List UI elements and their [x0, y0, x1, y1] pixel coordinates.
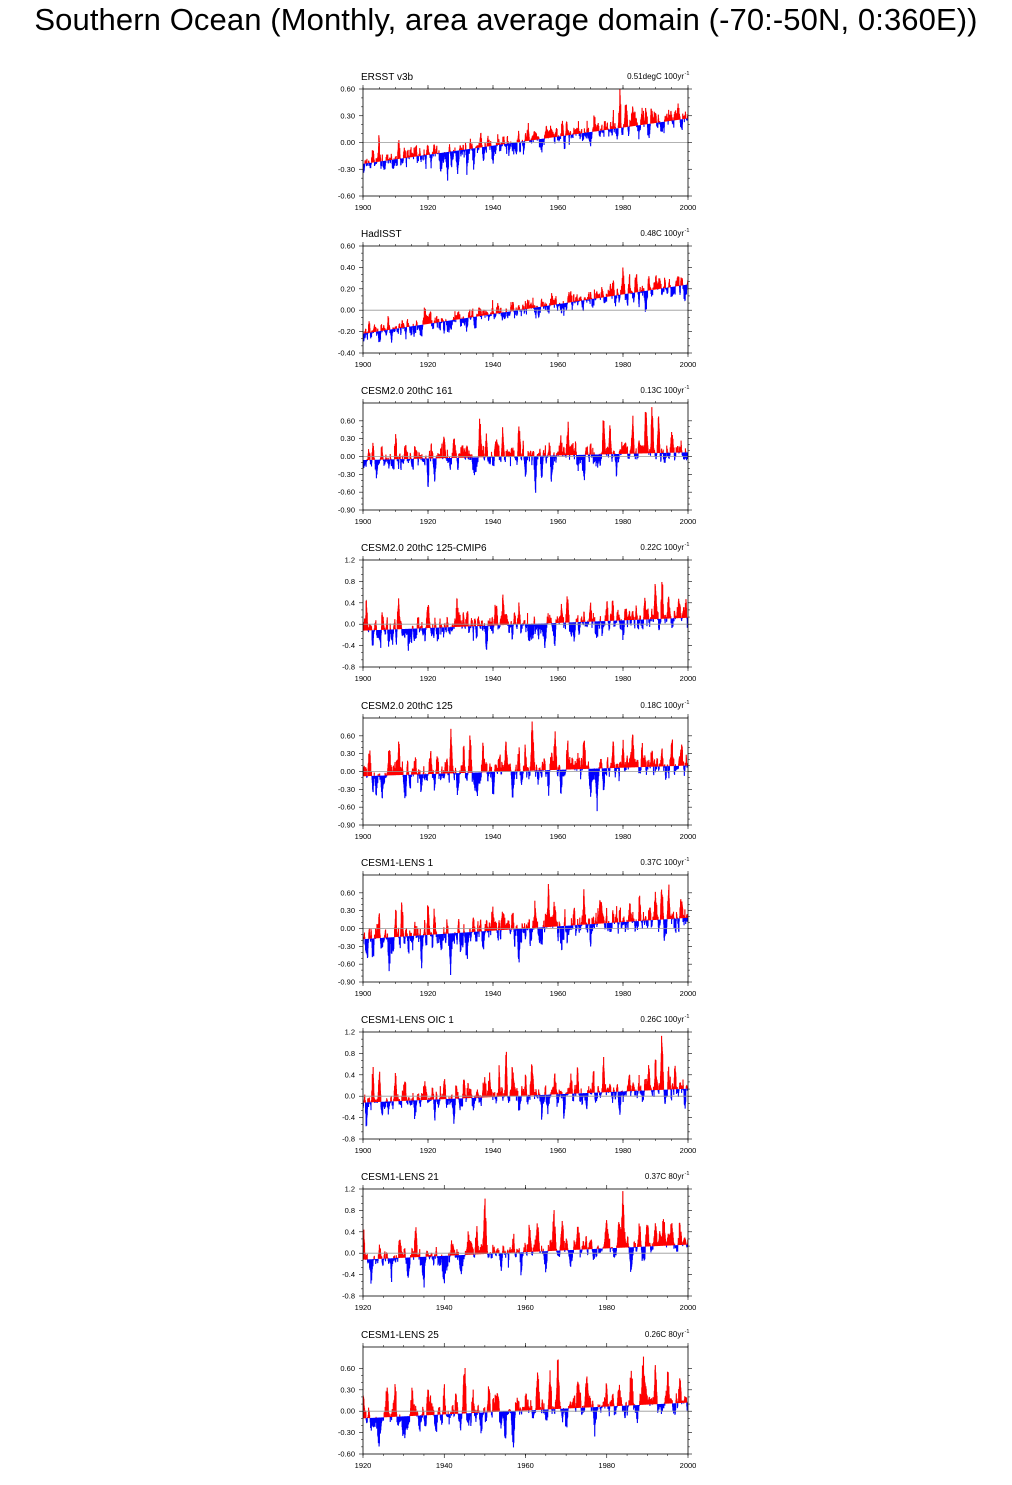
y-tick-label: 0.4	[344, 1227, 355, 1237]
y-tick-label: -0.40	[337, 348, 355, 358]
page-title: Southern Ocean (Monthly, area average domain (-70:-50N, 0:360E))	[34, 2, 978, 37]
y-tick-label: 0.30	[340, 749, 355, 759]
negative-anomaly-bars	[363, 285, 687, 343]
y-tick-label: -0.60	[337, 802, 355, 812]
x-tick-label: 2000	[679, 832, 697, 841]
y-tick-label: 0.40	[340, 262, 355, 272]
panel-title: CESM2.0 20thC 161	[361, 386, 453, 397]
y-tick-label: 0.8	[344, 1205, 355, 1215]
plot-area	[363, 1357, 688, 1448]
x-tick-label: 1980	[614, 203, 632, 212]
y-tick-label: 0.60	[340, 888, 355, 898]
trend-label: 0.48C 100yr	[640, 229, 684, 238]
trend-label: 0.13C 100yr	[640, 386, 684, 395]
panel-title: CESM2.0 20thC 125	[361, 701, 453, 712]
x-tick-label: 1920	[419, 832, 437, 841]
y-tick-label: -0.60	[337, 959, 355, 969]
y-tick-label: 0.00	[340, 924, 355, 933]
y-tick-label: 0.60	[340, 241, 355, 251]
trend-label: 0.26C 100yr	[640, 1015, 684, 1024]
y-tick-label: 0.00	[340, 305, 355, 315]
x-tick-label: 1980	[614, 1146, 632, 1155]
y-tick-label: -0.60	[337, 1449, 355, 1459]
chart-panel	[338, 857, 696, 998]
y-tick-label: 0.8	[344, 576, 355, 586]
x-tick-label: 1940	[484, 832, 502, 841]
x-tick-label: 2000	[679, 989, 697, 998]
y-tick-label: -0.8	[342, 1291, 355, 1301]
x-tick-label: 1980	[614, 674, 632, 683]
x-tick-label: 1960	[517, 1303, 534, 1312]
x-tick-label: 1940	[435, 1303, 453, 1312]
x-tick-label: 1920	[419, 674, 437, 683]
x-tick-label: 1920	[419, 517, 437, 526]
trend-exponent: -1	[684, 1171, 690, 1177]
panel-title: CESM1-LENS 21	[361, 1172, 439, 1183]
plot-area	[363, 884, 688, 975]
x-tick-label: 2000	[679, 360, 697, 369]
negative-anomaly-bars	[363, 452, 688, 492]
x-tick-label: 1960	[549, 203, 567, 212]
trend-label: 0.37C 80yr	[644, 1172, 684, 1181]
x-tick-label: 2000	[679, 1303, 697, 1312]
x-tick-label: 1940	[484, 517, 502, 526]
y-tick-label: 0.60	[340, 84, 355, 94]
y-tick-label: -0.30	[337, 941, 355, 951]
x-tick-label: 2000	[679, 674, 697, 683]
y-tick-label: -0.4	[342, 1113, 355, 1123]
y-tick-label: 1.2	[344, 1184, 355, 1194]
x-tick-label: 1980	[614, 989, 632, 998]
plot-frame	[363, 560, 688, 667]
x-tick-label: 1980	[598, 1461, 616, 1470]
y-tick-label: -0.30	[337, 469, 355, 479]
y-tick-label: -0.90	[337, 820, 355, 830]
y-tick-label: -0.8	[342, 662, 355, 672]
x-tick-label: 1960	[549, 832, 567, 841]
negative-anomaly-bars	[363, 918, 688, 975]
x-tick-label: 1960	[549, 989, 567, 998]
panel-title: CESM1-LENS 1	[361, 858, 434, 869]
x-tick-label: 1960	[549, 674, 567, 683]
trend-exponent: -1	[684, 385, 690, 391]
y-tick-label: -0.4	[342, 641, 355, 651]
x-tick-label: 2000	[679, 517, 697, 526]
panel-title: CESM1-LENS OIC 1	[361, 1015, 454, 1026]
positive-anomaly-bars	[367, 407, 686, 460]
y-tick-label: -0.60	[337, 191, 355, 201]
y-tick-label: 0.60	[340, 1363, 355, 1373]
y-tick-label: -0.30	[337, 1428, 355, 1438]
y-tick-label: 1.2	[344, 555, 355, 565]
y-tick-label: 0.20	[340, 284, 355, 294]
y-tick-label: 0.0	[344, 1091, 355, 1101]
x-tick-label: 2000	[679, 1461, 697, 1470]
x-tick-label: 1900	[354, 517, 372, 526]
trend-label: 0.51degC 100yr	[627, 72, 684, 81]
plot-area	[363, 407, 688, 493]
y-tick-label: 1.2	[344, 1027, 355, 1037]
y-tick-label: -0.4	[342, 1270, 355, 1280]
x-tick-label: 1940	[435, 1461, 453, 1470]
x-tick-label: 1960	[549, 517, 567, 526]
x-tick-label: 1900	[354, 989, 372, 998]
plot-area	[363, 1191, 688, 1287]
trend-exponent: -1	[684, 1014, 690, 1020]
chart-panel	[338, 71, 696, 212]
y-tick-label: 0.30	[340, 434, 355, 444]
y-tick-label: 0.8	[344, 1048, 355, 1058]
panel-title: CESM2.0 20thC 125-CMIP6	[361, 543, 487, 554]
trend-label: 0.18C 100yr	[640, 701, 684, 710]
plot-area	[363, 722, 688, 812]
trend-exponent: -1	[684, 700, 690, 706]
plot-area	[363, 89, 688, 180]
chart-panel	[338, 1329, 696, 1470]
x-tick-label: 1940	[484, 989, 502, 998]
chart-panel	[338, 228, 696, 369]
y-tick-label: 0.30	[340, 111, 355, 121]
plot-area	[363, 1036, 688, 1126]
x-tick-label: 1960	[517, 1461, 534, 1470]
positive-anomaly-bars	[363, 1191, 688, 1259]
x-tick-label: 1920	[354, 1461, 372, 1470]
plot-area	[363, 268, 688, 343]
x-tick-label: 1920	[419, 203, 437, 212]
x-tick-label: 1900	[354, 832, 372, 841]
y-tick-label: 0.00	[340, 138, 355, 147]
y-tick-label: 0.00	[340, 452, 355, 461]
trend-exponent: -1	[684, 857, 690, 863]
x-tick-label: 1900	[354, 203, 372, 212]
x-tick-label: 1960	[549, 1146, 567, 1155]
x-tick-label: 2000	[679, 1146, 697, 1155]
y-tick-label: 0.60	[340, 731, 355, 741]
y-tick-label: 0.60	[340, 416, 355, 426]
x-tick-label: 1960	[549, 360, 567, 369]
trend-exponent: -1	[684, 1329, 690, 1335]
x-tick-label: 1980	[614, 517, 632, 526]
plot-area	[363, 582, 688, 651]
y-tick-label: 0.00	[340, 1406, 355, 1416]
y-tick-label: -0.30	[337, 164, 355, 174]
y-tick-label: -0.30	[337, 784, 355, 794]
trend-exponent: -1	[684, 228, 690, 234]
y-tick-label: -0.20	[337, 327, 355, 337]
x-tick-label: 1980	[614, 360, 632, 369]
y-tick-label: 0.0	[344, 1248, 355, 1258]
x-tick-label: 1920	[419, 989, 437, 998]
x-tick-label: 1920	[354, 1303, 372, 1312]
chart-panel	[342, 1014, 696, 1155]
x-tick-label: 1920	[419, 1146, 437, 1155]
x-tick-label: 1900	[354, 674, 372, 683]
x-tick-label: 1900	[354, 360, 372, 369]
x-tick-label: 1940	[484, 1146, 502, 1155]
chart-panel	[338, 385, 696, 526]
chart-panel	[342, 542, 696, 683]
trend-label: 0.26C 80yr	[644, 1330, 684, 1339]
chart-panel	[338, 700, 696, 841]
trend-exponent: -1	[684, 71, 690, 77]
x-tick-label: 1940	[484, 674, 502, 683]
y-tick-label: -0.8	[342, 1134, 355, 1144]
y-tick-label: 0.30	[340, 1385, 355, 1395]
y-tick-label: -0.90	[337, 977, 355, 987]
x-tick-label: 1980	[614, 832, 632, 841]
x-tick-label: 1920	[419, 360, 437, 369]
negative-anomaly-bars	[363, 119, 687, 181]
x-tick-label: 1980	[598, 1303, 616, 1312]
y-tick-label: 0.0	[344, 619, 355, 629]
trend-exponent: -1	[684, 542, 690, 548]
positive-anomaly-bars	[364, 1036, 688, 1103]
x-tick-label: 1940	[484, 360, 502, 369]
y-tick-label: 0.00	[340, 767, 355, 776]
x-tick-label: 2000	[679, 203, 697, 212]
panel-title: CESM1-LENS 25	[361, 1330, 439, 1341]
panel-title: HadISST	[361, 229, 402, 240]
y-tick-label: 0.4	[344, 1070, 355, 1080]
y-tick-label: -0.90	[337, 505, 355, 515]
chart-panel	[342, 1171, 696, 1312]
y-tick-label: 0.30	[340, 906, 355, 916]
x-tick-label: 1940	[484, 203, 502, 212]
trend-label: 0.22C 100yr	[640, 543, 684, 552]
y-tick-label: -0.60	[337, 487, 355, 497]
y-tick-label: 0.4	[344, 598, 355, 608]
panel-title: ERSST v3b	[361, 72, 414, 83]
trend-label: 0.37C 100yr	[640, 858, 684, 867]
x-tick-label: 1900	[354, 1146, 372, 1155]
